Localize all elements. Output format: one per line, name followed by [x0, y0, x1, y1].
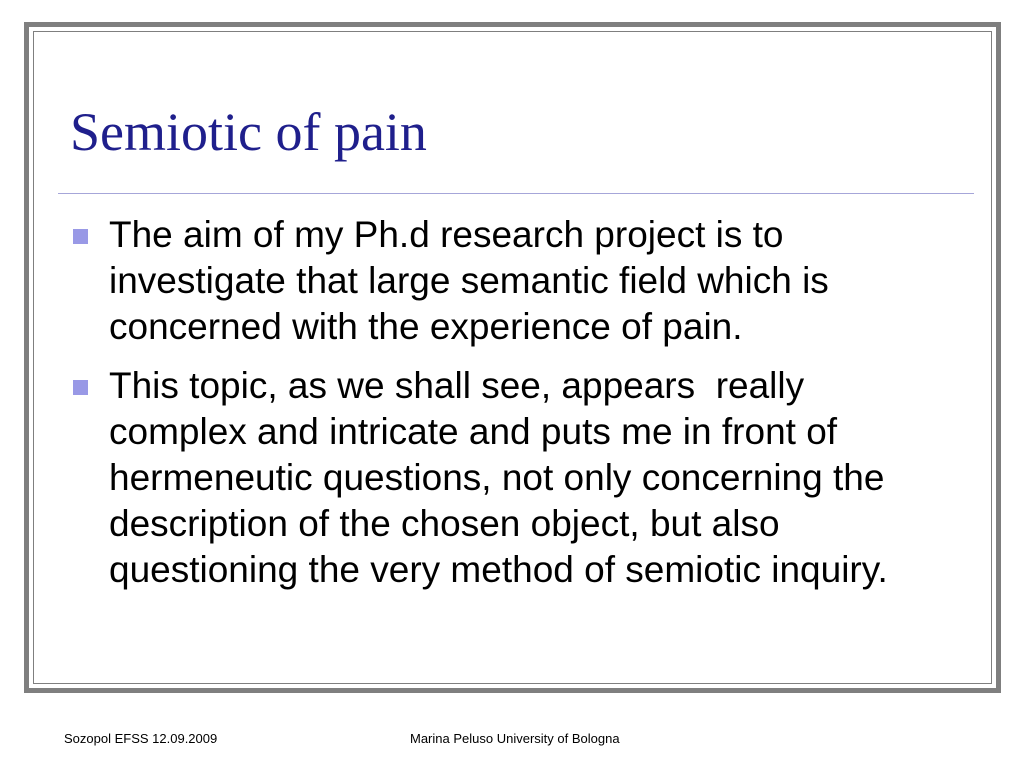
footer-event-date: Sozopol EFSS 12.09.2009 — [64, 731, 218, 746]
bullet-text: The aim of my Ph.d research project is to investigate that large semantic field which is concerned with the experience of pain. — [109, 214, 840, 347]
footer-author: Marina Peluso University of Bologna — [410, 731, 620, 746]
square-bullet-icon — [73, 380, 88, 395]
square-bullet-icon — [73, 229, 88, 244]
bullet-list — [72, 212, 952, 606]
bullet-item — [72, 212, 952, 350]
bullet-text: This topic, as we shall see, appears really complex and intricate and puts me in front of hermeneutic questions, not only concerning the description of the chosen object, but also questioning the very method of semiotic inquiry. — [109, 365, 895, 590]
slide-title: Semiotic of pain — [70, 102, 427, 162]
title-divider — [58, 193, 974, 194]
bullet-item — [72, 363, 952, 593]
